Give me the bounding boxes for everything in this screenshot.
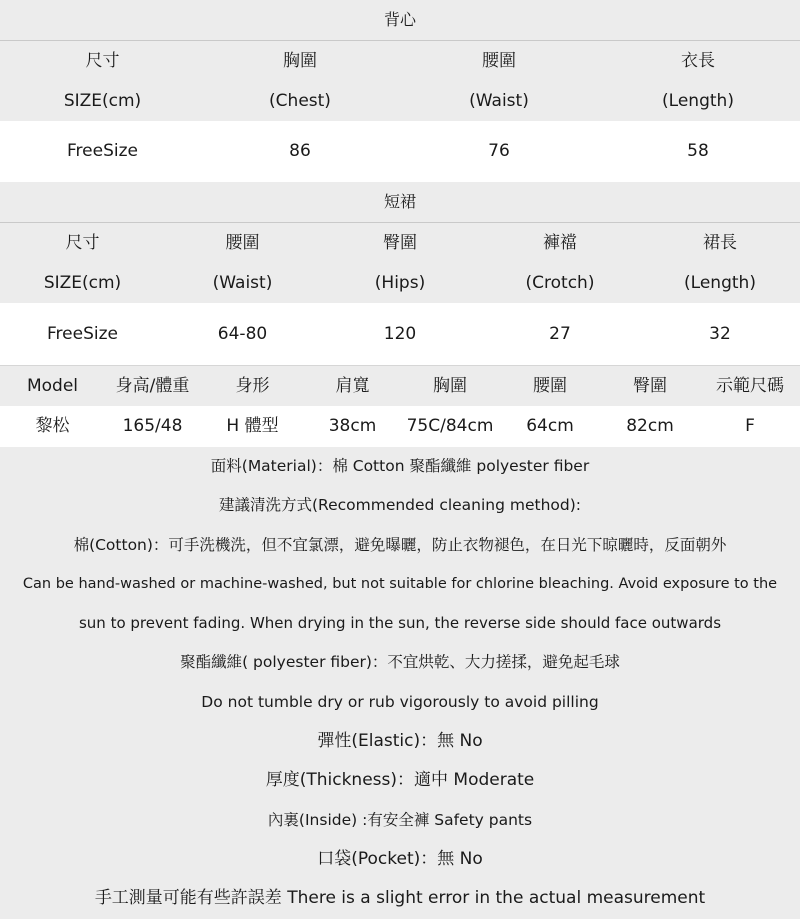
cleaning-title-line: 建議清洗方式(Recommended cleaning method): — [218, 496, 582, 515]
skirt-title: 短裙 — [0, 182, 800, 223]
model-header-height-weight: 身高/體重 — [115, 376, 190, 396]
vest-header-waist-en: (Waist) — [469, 91, 529, 111]
skirt-header-hips-en: (Hips) — [374, 273, 426, 293]
skirt-value-waist: 64-80 — [217, 324, 268, 344]
model-value-shoulder: 38cm — [328, 416, 377, 436]
measurement-note-line: 手工測量可能有些許誤差 There is a slight error in the actual measurement — [94, 888, 706, 909]
elastic-line: 彈性(Elastic)：無 No — [317, 731, 483, 752]
vest-value-row — [0, 121, 800, 182]
vest-header-zh-row — [0, 41, 800, 81]
vest-header-en-row — [0, 81, 800, 121]
vest-header-chest: 胸圍 — [283, 51, 317, 71]
cotton-care-en-line-2: sun to prevent fading. When drying in the sun, the reverse side should face outwards — [78, 614, 722, 633]
material-line: 面料(Material)：棉 Cotton 聚酯纖維 polyester fiber — [210, 457, 590, 475]
model-header-waist: 腰圍 — [533, 376, 567, 396]
vest-value-size: FreeSize — [67, 141, 138, 161]
vest-value-length: 58 — [687, 141, 709, 161]
vest-title: 背心 — [0, 0, 800, 41]
skirt-value-crotch: 27 — [549, 324, 571, 344]
skirt-header-length: 裙長 — [703, 233, 737, 253]
skirt-header-crotch-en: (Crotch) — [525, 273, 595, 293]
skirt-header-crotch: 褲襠 — [543, 233, 577, 253]
model-value-name: 黎松 — [35, 416, 70, 436]
skirt-value-hips: 120 — [383, 324, 417, 344]
model-header-row — [0, 365, 800, 406]
model-value-waist: 64cm — [526, 416, 574, 436]
skirt-header-zh-row — [0, 223, 800, 263]
skirt-value-size: FreeSize — [47, 324, 118, 344]
skirt-header-waist-en: (Waist) — [212, 273, 273, 293]
thickness-line: 厚度(Thickness)：適中 Moderate — [265, 770, 535, 791]
vest-header-length-en: (Length) — [662, 91, 734, 111]
model-value-chest: 75C/84cm — [406, 416, 494, 436]
model-value-height-weight: 165/48 — [122, 416, 183, 436]
skirt-header-hips: 臀圍 — [383, 233, 417, 253]
model-header-body-type: 身形 — [235, 376, 270, 396]
model-value-size: F — [745, 416, 755, 436]
skirt-header-size: 尺寸 — [65, 233, 100, 253]
cotton-care-en-line-1: Can be hand-washed or machine-washed, but not suitable for chlorine bleaching. Avoid exposure to the — [22, 575, 778, 592]
cotton-care-zh-line: 棉(Cotton)：可手洗機洗，但不宜氯漂，避免曝曬，防止衣物褪色，在日光下晾曬時，反面朝外 — [73, 535, 727, 554]
model-header-shoulder: 肩寬 — [335, 376, 370, 396]
polyester-care-en-line: Do not tumble dry or rub vigorously to avoid pilling — [201, 692, 599, 711]
model-value-row — [0, 406, 800, 447]
model-header-hips: 臀圍 — [633, 376, 667, 396]
skirt-header-size-en: SIZE(cm) — [43, 273, 122, 293]
skirt-value-length: 32 — [709, 324, 731, 344]
vest-header-waist: 腰圍 — [482, 51, 516, 71]
care-info-block — [0, 447, 800, 919]
vest-value-chest: 86 — [289, 141, 311, 161]
inside-line: 內裏(Inside) :有安全褲 Safety pants — [267, 810, 533, 829]
skirt-header-waist: 腰圍 — [225, 233, 260, 253]
polyester-care-zh-line: 聚酯纖維( polyester fiber)：不宜烘乾、大力搓揉，避免起毛球 — [180, 653, 620, 672]
model-header-chest: 胸圍 — [433, 376, 467, 396]
model-header-model: Model — [26, 376, 79, 396]
vest-header-chest-en: (Chest) — [269, 91, 331, 111]
vest-header-size-en: SIZE(cm) — [63, 91, 142, 111]
skirt-header-en-row — [0, 263, 800, 303]
model-header-size: 示範尺碼 — [716, 376, 784, 396]
vest-header-length: 衣長 — [681, 51, 715, 71]
model-value-body-type: H 體型 — [226, 416, 279, 436]
vest-value-waist: 76 — [488, 141, 510, 161]
model-value-hips: 82cm — [626, 416, 674, 436]
skirt-header-length-en: (Length) — [684, 273, 756, 293]
vest-header-size: 尺寸 — [85, 51, 120, 71]
pocket-line: 口袋(Pocket)：無 No — [317, 848, 483, 869]
skirt-value-row — [0, 303, 800, 365]
